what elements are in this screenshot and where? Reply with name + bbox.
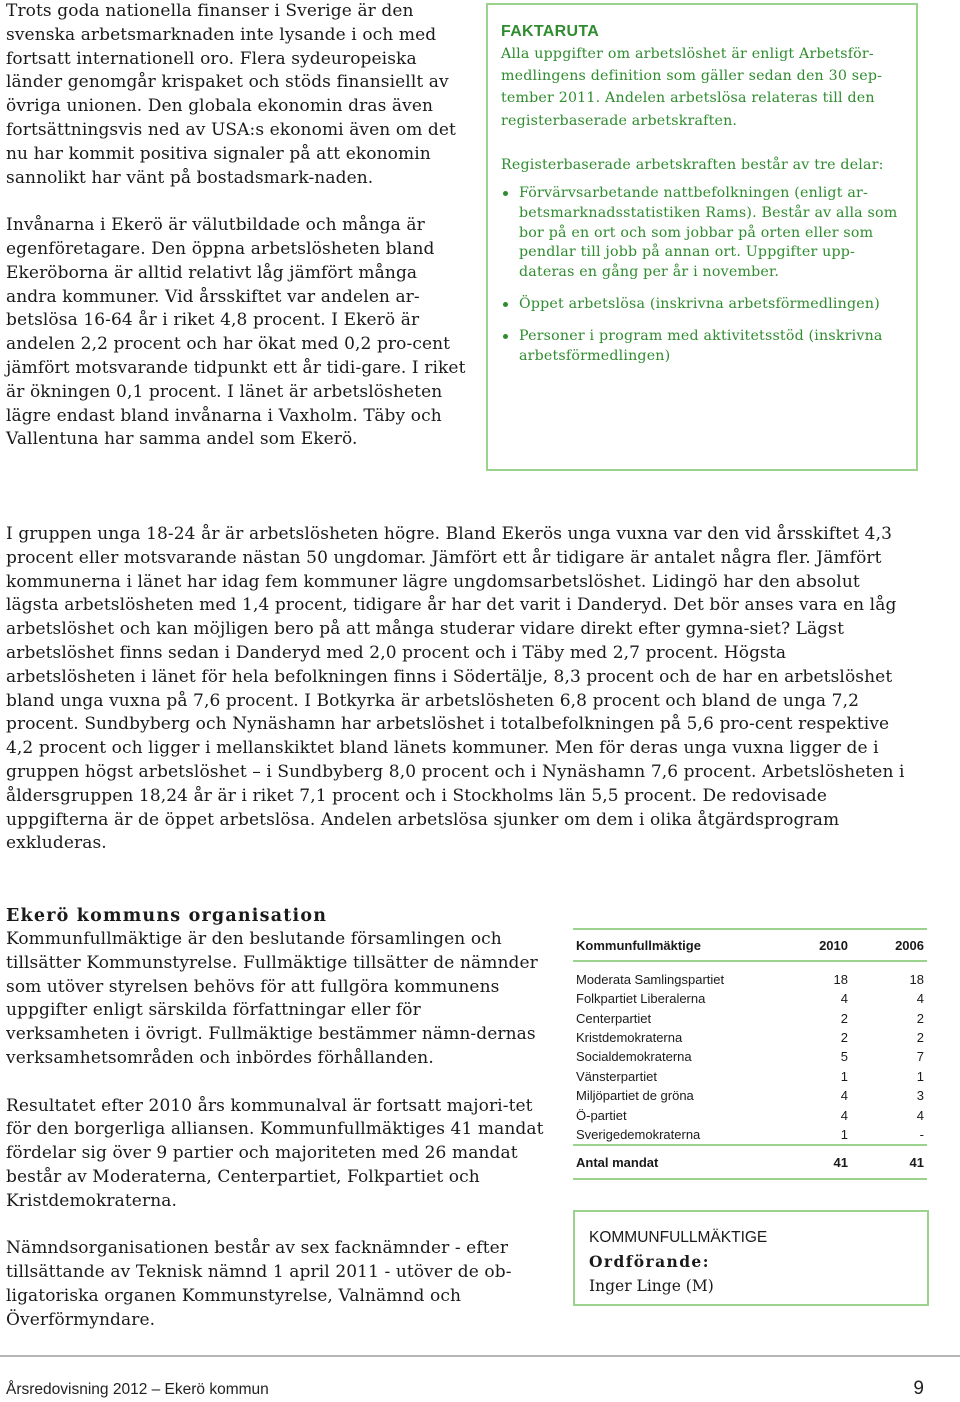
table-header-row <box>573 929 927 961</box>
faktaruta-intro: Alla uppgifter om arbetslöshet är enligt Arbetsför-medlingens definition som gäller sedan den 30 sep-tember 2011. Andelen arbetslösa relateras till den registerbaserade arbetskraften. <box>501 46 883 129</box>
kf-box-title: KOMMUNFULLMÄKTIGE <box>589 1229 768 1246</box>
table-row <box>573 961 927 989</box>
value-cell: 3 <box>916 1088 924 1104</box>
footer-title: Årsredovisning 2012 – Ekerö kommun <box>6 1381 269 1398</box>
organisation-heading: Ekerö kommuns organisation <box>6 906 328 926</box>
value-cell: 2 <box>840 1010 848 1026</box>
value-cell: 4 <box>916 1107 924 1123</box>
kf-box-chair-name: Inger Linge (M) <box>589 1277 714 1295</box>
value-cell: 1 <box>916 1068 924 1084</box>
party-cell: Vänsterpartiet <box>576 1068 657 1084</box>
value-cell: - <box>919 1126 924 1142</box>
header-cell: Kommunfullmäktige <box>573 929 775 961</box>
party-cell: Centerpartiet <box>576 1010 652 1026</box>
party-cell: Ö-partiet <box>576 1107 627 1123</box>
unemployment-paragraph: Invånarna i Ekerö är välutbildade och många är egenföretagare. Den öppna arbetslösheten bland Ekeröborna är alltid relativt låg jämfört många andra kommuner. Vid årsskiftet var andelen ar-betslösa 16-64 år i riket 4,8 procent. I Ekerö är andelen 2,2 procent och har ökat med 0,2 pro-cent jämfört motsvarande tidpunkt ett år tidi-gare. I riket är ökningen 0,1 procent. I länet är arbetslösheten lägre endast bland invånarna i Vaxholm. Täby och Vallentuna har samma andel som Ekerö. <box>6 215 466 450</box>
value-cell: 18 <box>909 972 924 987</box>
kommunfullmaktige-box <box>573 1210 929 1306</box>
value-cell: 2 <box>916 1010 924 1026</box>
value-cell: 18 <box>833 972 848 987</box>
party-cell: Sverigedemokraterna <box>576 1126 701 1142</box>
left-column <box>6 0 468 452</box>
page-number: 9 <box>913 1378 924 1399</box>
youth-unemployment-paragraph: I gruppen unga 18-24 år är arbetslösheten högre. Bland Ekerös unga vuxna var den vid årsskiftet 4,3 procent eller motsvarande nästan 50 ungdomar. Jämfört ett år tidigare är antalet några fler. Jämfört kommunerna i länet har idag fem kommuner lägre ungdomsarbetslöshet. Lidingö har den absolut lägsta arbetslösheten med 1,4 procent, tidigare år har det varit i Danderyd. Det bör anses vara en låg arbetslöshet och kan möjligen bero på att många studerar vidare direkt efter gymna-siet? Lägst arbetslöshet finns sedan i Danderyd med 2,0 procent och i Täby med 2,7 procent. Högsta arbetslösheten i länet för hela befolkningen finns i Södertälje, 8,3 procent och de har en arbetslöshet bland unga vuxna på 7,6 procent. I Botkyrka är arbetslösheten 6,8 procent och bland de unga 7,2 procent. Sundbyberg och Nynäshamn har arbetslöshet i totalbefolkningen på 5,6 pro-cent respektive 4,2 procent och ligger i mellanskiktet bland länets kommuner. Men för deras unga vuxna ligger de i gruppen högst arbetslöshet – i Sundbyberg 8,0 procent och i Nynäshamn 7,6 procent. Arbetslösheten i åldersgruppen 18,24 år är i riket 7,1 procent och i Stockholms län 5,5 procent. De redovisade uppgifterna är de öppet arbetslösa. Andelen arbetslösa sjunker om dem i olika åtgärdsprogram exkluderas. <box>6 524 905 854</box>
value-cell: 4 <box>916 991 924 1007</box>
value-cell: 2 <box>840 1029 848 1045</box>
value-cell: 1 <box>840 1068 848 1084</box>
value-cell: 5 <box>840 1049 848 1065</box>
list-item: Personer i program med aktivitetsstöd (inskrivna arbetsförmedlingen) <box>501 327 902 367</box>
youth-unemployment-section <box>6 523 918 856</box>
total-label-cell: Antal mandat <box>573 1145 775 1179</box>
organisation-paragraph-2: Resultatet efter 2010 års kommunalval är fortsatt majori-tet för den borgerliga alliansen. Kommunfullmäktiges 41 mandat fördelar sig över 9 partier och majoriteten med 26 mandat består av Moderaterna, Centerpartiet, Folkpartiet och Kristdemokraterna. <box>6 1095 544 1211</box>
kommunfullmaktige-table <box>573 928 927 1180</box>
table-row <box>573 1125 927 1145</box>
value-cell: 7 <box>916 1049 924 1065</box>
value-cell: 4 <box>840 1107 848 1123</box>
party-cell: Moderata Samlingspartiet <box>576 972 725 987</box>
faktaruta-box <box>486 3 918 471</box>
value-cell: 4 <box>840 1088 848 1104</box>
header-cell: 2010 <box>775 929 851 961</box>
faktaruta-title: FAKTARUTA <box>501 23 600 40</box>
total-value-cell: 41 <box>851 1145 927 1179</box>
header-cell: 2006 <box>851 929 927 961</box>
table-row <box>573 1047 927 1066</box>
list-item: Öppet arbetslösa (inskrivna arbetsförmedlingen) <box>501 295 902 315</box>
table-row <box>573 1105 927 1124</box>
table-total-row <box>573 1145 927 1179</box>
party-cell: Kristdemokraterna <box>576 1029 683 1045</box>
table-row <box>573 1067 927 1086</box>
organisation-paragraph-3: Nämndsorganisationen består av sex facknämnder - efter tillsättande av Teknisk nämnd 1 april 2011 - utöver de ob-ligatoriska organen Kommunstyrelse, Valnämnd och Överförmyndare. <box>6 1238 512 1330</box>
organisation-section <box>6 904 546 1333</box>
organisation-paragraph-1: Kommunfullmäktige är den beslutande församlingen och tillsätter Kommunstyrelse. Fullmäktige tillsätter de nämnder som utöver styrelsen behövs för att fullgöra kommunens uppgifter enligt särskilda författningar eller för verksamheten i övrigt. Fullmäktige bestämmer nämn-dernas verksamhetsområden och inbördes förhållanden. <box>6 929 538 1068</box>
value-cell: 2 <box>916 1029 924 1045</box>
intro-paragraph: Trots goda nationella finanser i Sverige är den svenska arbetsmarknaden inte lysande i och med fortsatt internationell oro. Flera sydeuropeiska länder genomgår krispaket och stöds finansiellt av övriga unionen. Den globala ekonomin dras även fortsättningsvis ned av USA:s ekonomi även om det nu har kommit positiva signaler på att ekonomin sannolikt har vänt på bostadsmark-naden. <box>6 1 456 188</box>
faktaruta-list <box>501 184 902 366</box>
table-row <box>573 1028 927 1047</box>
total-value-cell: 41 <box>775 1145 851 1179</box>
party-cell: Miljöpartiet de gröna <box>576 1088 694 1104</box>
value-cell: 1 <box>840 1126 848 1142</box>
value-cell: 4 <box>840 991 848 1007</box>
table-row <box>573 1086 927 1105</box>
kf-box-label: Ordförande: <box>589 1252 710 1271</box>
table-row <box>573 1008 927 1027</box>
party-cell: Folkpartiet Liberalerna <box>576 991 706 1007</box>
footer-divider <box>0 1355 960 1357</box>
list-item: Förvärvsarbetande nattbefolkningen (enligt ar-betsmarknadsstatistiken Rams). Består av alla som bor på en ort och som jobbar på orten eller som pendlar till jobb på annan ort. Uppgifter upp-dateras en gång per år i november. <box>501 184 902 283</box>
table-row <box>573 989 927 1008</box>
party-cell: Socialdemokraterna <box>576 1049 692 1065</box>
faktaruta-lead: Registerbaserade arbetskraften består av tre delar: <box>501 156 884 173</box>
